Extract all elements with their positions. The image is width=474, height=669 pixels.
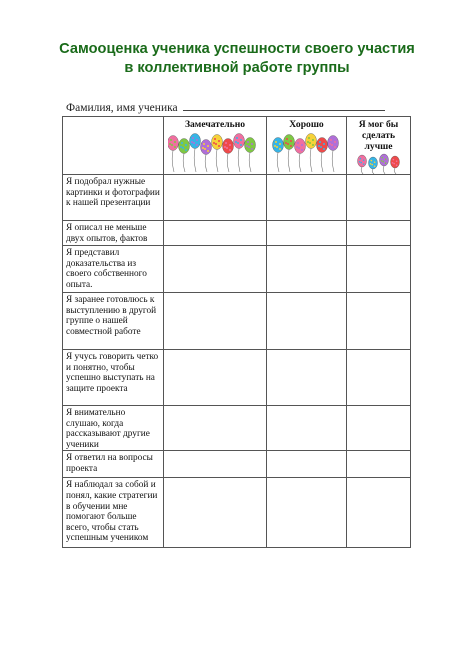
mark-cell-excellent[interactable] [164,221,267,246]
mark-cell-excellent[interactable] [164,175,267,221]
mark-cell-excellent[interactable] [164,451,267,478]
header-could-better [347,117,411,175]
table-row [63,406,411,451]
mark-cell-good[interactable] [267,406,347,451]
mark-cell-could-better[interactable] [347,451,411,478]
balloons-icon-good [271,132,343,172]
table-row [63,246,411,293]
student-name-label: Фамилия, имя ученика [66,102,178,114]
criterion-cell: Я описал не меньше двух опытов, фактов [63,221,164,246]
mark-cell-could-better[interactable] [347,478,411,548]
mark-cell-excellent[interactable] [164,350,267,406]
criterion-cell: Я представил доказательства из своего собственного опыта. [63,246,164,293]
balloons-icon-excellent [168,132,262,172]
mark-cell-good[interactable] [267,246,347,293]
mark-cell-could-better[interactable] [347,221,411,246]
mark-cell-excellent[interactable] [164,406,267,451]
table-row [63,478,411,548]
mark-cell-could-better[interactable] [347,406,411,451]
mark-cell-could-better[interactable] [347,293,411,350]
criterion-cell: Я подобрал нужные картинки и фотографии к нашей презентации [63,175,164,221]
table-row [63,175,411,221]
header-could-better-label: Я мог бы сделать лучше [358,119,399,152]
self-assessment-table [62,116,411,548]
criterion-cell: Я внимательно слушаю, когда рассказывают другие ученики [63,406,164,451]
mark-cell-good[interactable] [267,221,347,246]
mark-cell-excellent[interactable] [164,478,267,548]
mark-cell-excellent[interactable] [164,293,267,350]
mark-cell-good[interactable] [267,478,347,548]
page-title-line-1: Самооценка ученика успешности своего участия [59,41,415,57]
mark-cell-good[interactable] [267,451,347,478]
header-good [267,117,347,175]
mark-cell-could-better[interactable] [347,175,411,221]
mark-cell-good[interactable] [267,293,347,350]
mark-cell-good[interactable] [267,350,347,406]
balloons-icon-could-better [354,152,404,174]
mark-cell-could-better[interactable] [347,246,411,293]
table-row [63,293,411,350]
table-row [63,350,411,406]
criterion-cell: Я заранее готовлюсь к выступлению в другой группе о нашей совместной работе [63,293,164,350]
criterion-cell: Я ответил на вопросы проекта [63,451,164,478]
header-good-label: Хорошо [289,119,324,130]
criterion-cell: Я наблюдал за собой и понял, какие стратегии в обучении мне помогают больше всего, чтобы стать успешным учеником [63,478,164,548]
criterion-cell: Я учусь говорить четко и понятно, чтобы успешно выступать на защите проекта [63,350,164,406]
mark-cell-excellent[interactable] [164,246,267,293]
page-title-line-2: в коллективной работе группы [124,60,350,76]
header-row [63,117,411,175]
header-excellent-label: Замечательно [184,119,246,130]
header-criterion [63,117,164,175]
mark-cell-could-better[interactable] [347,350,411,406]
mark-cell-good[interactable] [267,175,347,221]
student-name-line [66,99,385,114]
table-row [63,451,411,478]
student-name-field[interactable] [183,99,385,111]
table-row [63,221,411,246]
header-excellent [164,117,267,175]
